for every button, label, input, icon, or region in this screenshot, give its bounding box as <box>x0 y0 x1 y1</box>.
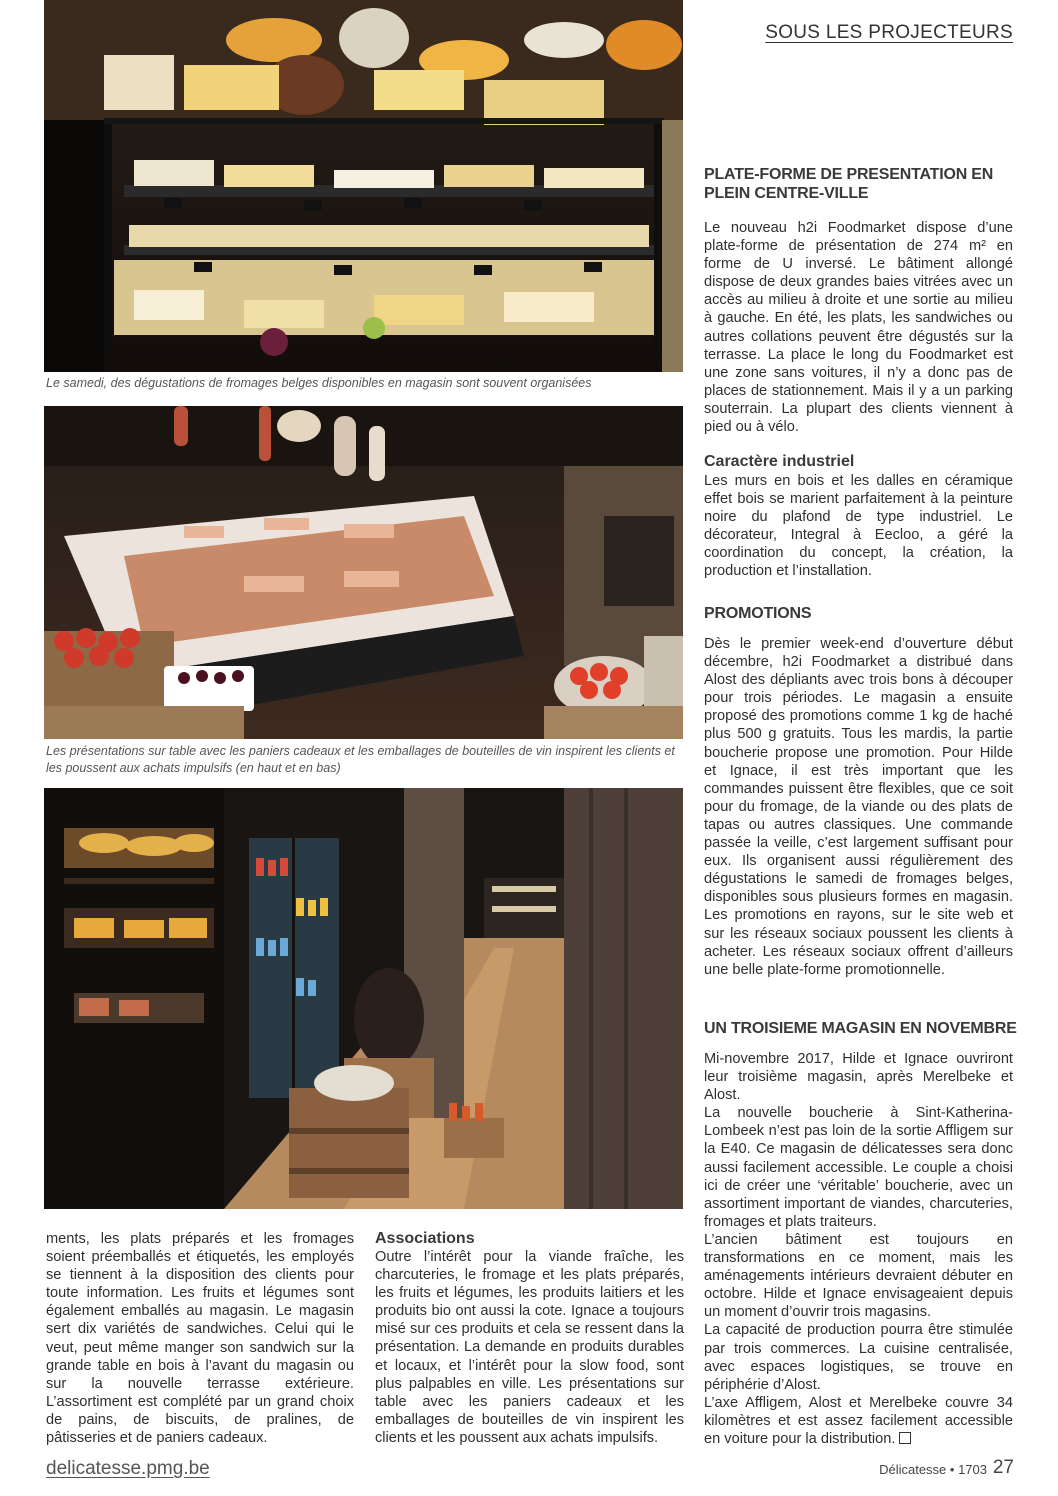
website-link[interactable]: delicatesse.pmg.be <box>46 1458 210 1479</box>
third-store-text-1: Mi-novembre 2017, Hilde et Ignace ouvriront leur troisième magasin, après Merelbeke et Alost. <box>704 1051 1013 1104</box>
presentation-text: Le nouveau h2i Foodmarket dispose d’une plate-forme de présentation de 274 m² en forme de U inversé. Le bâtiment allongé dispose de deux grandes baies vitrées avec un accès au milieu à droite et une sortie au milieu à gauche. En été, les plats, les sandwiches ou autres collations peuvent être dégustés sur la terrasse. La place le long du Foodmarket est une zone sans voitures, il n’y a donc pas de places de stationnement. Mais il y a un parking souterrain. La plupart des clients viennent à pied ou à vélo. <box>704 220 1013 436</box>
caption-deli: Les présentations sur table avec les paniers cadeaux et les emballages de bouteilles de vin inspirent les clients et les poussent aux achats impulsifs (en haut et en bas) <box>46 744 675 775</box>
associations-paragraph: Outre l’intérêt pour la viande fraîche, les charcuteries, le fromage et les plats préparés, les fruits et légumes, les produits laitiers et les produits bio ont aussi la cote. Ignace a toujours misé sur ces produits et cela se ressent dans la présentation. La demande en produits durables et locaux, et l’intérêt pour la slow food, sont plus palpables en ville. Les présentations sur table avec les paniers cadeaux et les emballages de bouteilles de vin inspirent les clients et les poussent aux achats impulsifs. <box>375 1249 684 1446</box>
heading-promotions: PROMOTIONS <box>704 605 812 622</box>
third-store-text-3: L’ancien bâtiment est toujours en transformations en ce moment, mais les aménagements intérieurs devraient débuter en octobre. Hilde et Ignace envisageaient depuis un moment d’ouvrir trois magasins. <box>704 1231 1013 1321</box>
end-mark-icon <box>899 1432 911 1444</box>
cheese-counter-illustration <box>44 0 683 372</box>
cheese-counter-photo <box>44 0 683 372</box>
third-store-text-4: La capacité de production pourra être stimulée par trois commerces. La cuisine centralisée, avec espaces logistiques, se trouve en périphérie d’Alost. <box>704 1322 1013 1393</box>
third-store-text-5-content: L’axe Affligem, Alost et Merelbeke couvre 34 kilomètres et est assez facilement accessible en voiture pour la distribution. <box>704 1394 1013 1447</box>
left-column-text <box>46 1230 354 1447</box>
paragraph-presentation <box>704 219 1013 436</box>
third-store-text-5 <box>704 1394 1013 1448</box>
associations-heading: Associations <box>375 1230 475 1247</box>
heading-industrial: Caractère industriel <box>704 453 855 470</box>
magazine-issue: Délicatesse • 1703 <box>879 1462 987 1477</box>
deli-counter-photo <box>44 406 683 739</box>
paragraph-third-store <box>704 1050 1013 1448</box>
promotions-text: Dès le premier week-end d’ouverture début décembre, h2i Foodmarket a distribué dans Alost des dépliants avec trois bons à découper pour trois périodes. Le magasin a ensuite proposé des promotions comme 1 kg de haché plus 500 g gratuits. Tous les mardis, la partie boucherie propose une promotion. Pour Hilde et Ignace, il est très important que les commandes puissent être flexibles, que ce soit pour du fromage, de la viande ou des plats de tapas ou autres classiques. Une commande passée la veille, c’est largement suffisant pour eux. Ils organisent aussi régulièrement des dégustations le samedi de fromages belges, disponibles sous plusieurs formes en magasin. Les promotions en rayons, sur le site web et sur les réseaux sociaux poussent les clients à acheter. Les réseaux sociaux offrent d’ailleurs une belle plate-forme promotionnelle. <box>704 636 1013 978</box>
page-number: 27 <box>992 1457 1014 1478</box>
middle-column-text <box>375 1248 684 1447</box>
section-label: SOUS LES PROJECTEURS <box>765 22 1013 43</box>
heading-presentation: PLATE-FORME DE PRESENTATION EN PLEIN CENTRE-VILLE <box>704 166 994 202</box>
industrial-text: Les murs en bois et les dalles en céramique effet bois se marient parfaitement à la peinture noire du plafond de type industriel. Le décorateur, Integral à Eecloo, a géré la coordination du concept, la création, la production et l’installation. <box>704 473 1013 580</box>
store-aisle-photo <box>44 788 683 1209</box>
caption-cheese: Le samedi, des dégustations de fromages belges disponibles en magasin sont souvent organisées <box>46 376 592 390</box>
heading-third-store: UN TROISIEME MAGASIN EN NOVEMBRE <box>704 1020 1017 1037</box>
store-aisle-illustration <box>44 788 683 1209</box>
left-column-paragraph: ments, les plats préparés et les fromages soient préemballés et étiquetés, les employés se tiennent à la disposition des clients pour toute information. Les fruits et légumes sont également emballés au magasin. Le magasin sert dix variétés de sandwiches. Celui qui le veut, peut même manger son sandwich sur la grande table en bois à l’avant du magasin ou sur la nouvelle terrasse extérieure. L’assortiment est complété par un grand choix de pains, de biscuits, de pralines, de pâtisseries et de paniers cadeaux. <box>46 1231 354 1447</box>
deli-counter-illustration <box>44 406 683 739</box>
third-store-text-2: La nouvelle boucherie à Sint-Katherina-Lombeek n’est pas loin de la sortie Affligem sur la E40. Ce magasin de délicatesses sera donc aussi facilement accessible. Le couple a choisi ici de créer une ‘véritable’ boucherie, avec un assortiment important de viandes, charcuteries, fromages et plats traiteurs. <box>704 1105 1013 1230</box>
paragraph-promotions <box>704 635 1013 979</box>
paragraph-industrial <box>704 472 1013 581</box>
